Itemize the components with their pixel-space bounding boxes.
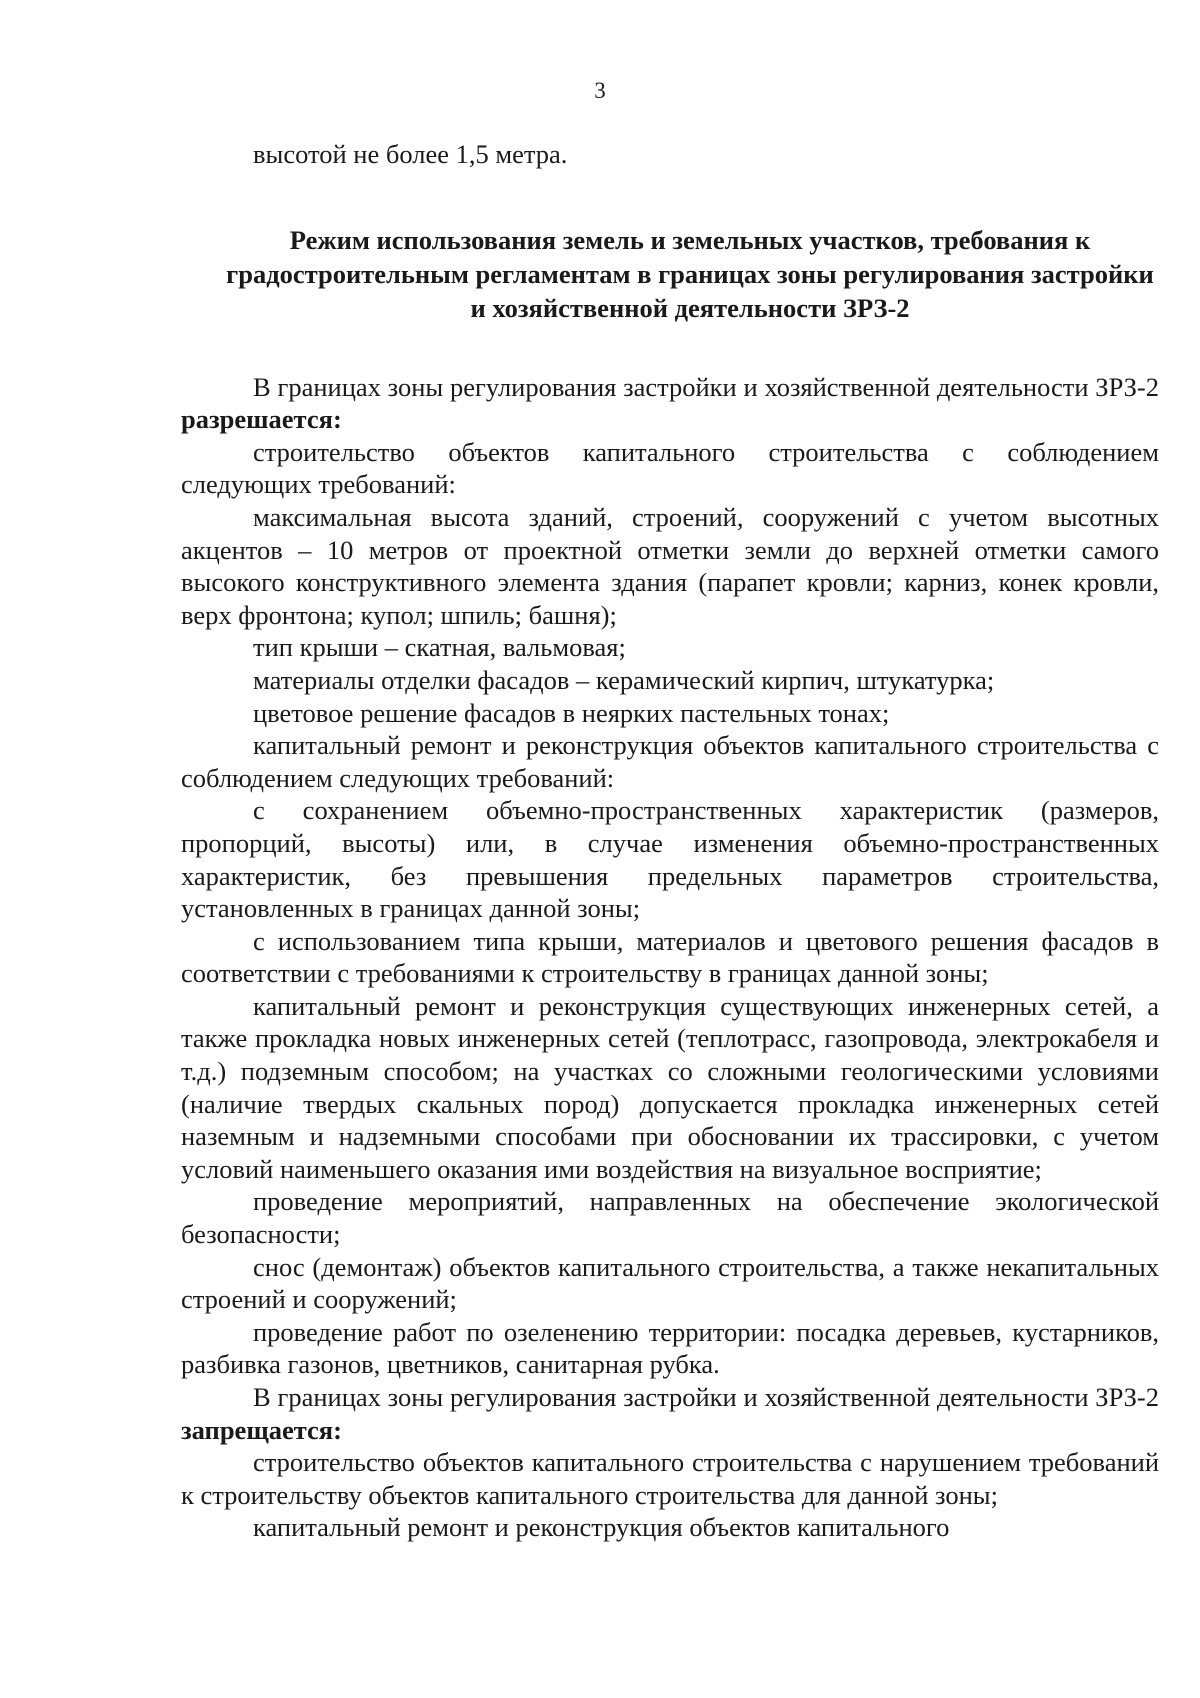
paragraph: капитальный ремонт и реконструкция объектов капитального xyxy=(253,1512,950,1543)
paragraph: капитальный ремонт и реконструкция объектов капитального строительства с соблюдением следующих требований: xyxy=(181,730,1159,793)
allowed-keyword: разрешается: xyxy=(181,404,342,435)
paragraph: проведение работ по озеленению территории: посадка деревьев, кустарников, разбивка газонов, цветников, санитарная рубка. xyxy=(181,1316,1159,1380)
paragraph: капитальный ремонт и реконструкция существующих инженерных сетей, а также прокладка новых инженерных сетей (теплотрасс, газопровода, электрокабеля и т.д.) подземным способом; на участках со сложными геологическими условиями (наличие твердых скальных пород) допускается прокладка инженерных сетей наземным и надземными способами при обосновании их трассировки, с учетом условий наименьшего оказания ими воздействия на визуальное восприятие; xyxy=(181,990,1159,1184)
paragraph: строительство объектов капитального строительства с нарушением требований к строительству объектов капитального строительства для данной зоны; xyxy=(181,1447,1159,1510)
paragraph: проведение мероприятий, направленных на обеспечение экологической безопасности; xyxy=(181,1186,1159,1250)
paragraph: тип крыши – скатная, вальмовая; xyxy=(253,632,626,663)
section-heading: Режим использования земель и земельных участков, требования к градостроительным регламентам в границах зоны регулирования застройки и хозяйственной деятельности ЗРЗ-2 xyxy=(226,224,1154,323)
paragraph: цветовое решение фасадов в неярких пастельных тонах; xyxy=(253,697,890,728)
paragraph: максимальная высота зданий, строений, сооружений с учетом высотных акцентов – 10 метров от проектной отметки земли до верхней отметки самого высокого конструктивного элемента здания (парапет кровли; карниз, конек кровли, верх фронтона; купол; шпиль; башня); xyxy=(181,501,1159,630)
paragraph-text: В границах зоны регулирования застройки и хозяйственной деятельности ЗРЗ-2 xyxy=(253,1382,1159,1412)
paragraph-continuation: высотой не более 1,5 метра. xyxy=(253,139,568,169)
paragraph-text: В границах зоны регулирования застройки и хозяйственной деятельности ЗРЗ-2 xyxy=(253,371,1159,402)
prohibited-keyword: запрещается: xyxy=(181,1414,342,1445)
page-number: 3 xyxy=(594,78,606,103)
paragraph: с использованием типа крыши, материалов и цветового решения фасадов в соответствии с требованиями к строительству в границах данной зоны; xyxy=(181,925,1159,989)
paragraph: строительство объектов капитального строительства с соблюдением следующих требований: xyxy=(181,436,1159,500)
paragraph-prohibited-intro xyxy=(181,1381,1159,1446)
paragraph: материалы отделки фасадов – керамический кирпич, штукатурка; xyxy=(253,664,995,695)
paragraph: с сохранением объемно-пространственных характеристик (размеров, пропорций, высоты) или, в случае изменения объемно-пространственных характеристик, без превышения предельных параметров строительства, установленных в границах данной зоны; xyxy=(181,795,1159,924)
paragraph: снос (демонтаж) объектов капитального строительства, а также некапитальных строений и сооружений; xyxy=(181,1251,1159,1315)
paragraph-allowed-intro xyxy=(181,371,1159,436)
document-body xyxy=(181,138,1159,1544)
